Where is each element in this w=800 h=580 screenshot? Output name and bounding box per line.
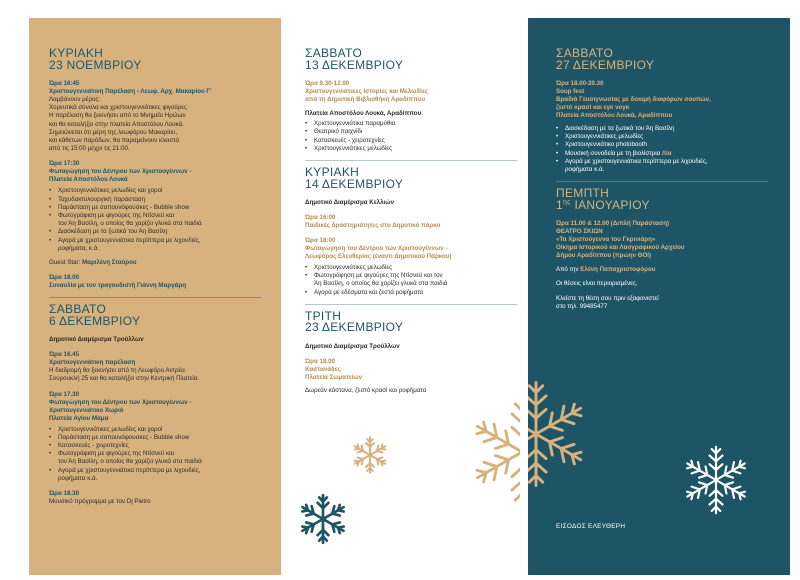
reservation-text: Κλείστε τη θέση σου πριν εξαφανιστεί	[556, 294, 659, 302]
list-item: • Αγορά με εδέσματα και ζεστά ροφήματα	[305, 289, 514, 297]
day-title: ΤΡΙΤΗ	[305, 308, 342, 323]
event-text: Δωρεάν κάστανα, ζεστό κρασί και ροφήματα	[305, 386, 427, 394]
header-jan-1	[556, 188, 782, 211]
event-title: Δήμου Αραδίππου (πρώην ΘΟΙ)	[556, 252, 652, 260]
activity-list	[305, 120, 514, 153]
panel-right	[528, 18, 790, 575]
event-title: Πλατεία Σωματείων	[305, 373, 363, 381]
violinist-name: Λία	[661, 149, 672, 157]
event-text: Η διαδρομή θα ξεκινήσει από τη Λεωφόρο Αντρέα	[49, 367, 185, 375]
day-title: ΣΑΒΒΑΤΟ	[49, 302, 107, 317]
date-month: ΙΑΝΟΥΑΡΙΟΥ	[570, 197, 650, 212]
event-title: Χριστουγεννιάτικη Παρέλαση - Λεωφ. Αρχ. Μακαρίου Γ'	[49, 88, 212, 95]
date-title: 14 ΔΕΚΕΜΒΡΙΟΥ	[305, 176, 404, 191]
activity-list	[556, 125, 782, 174]
list-item: • Διασκέδαση με τα ξωτικά του Άη Βασίλη	[556, 125, 782, 133]
list-item: • Παράσταση με σαπουνόφουσκες - Bubble show	[49, 434, 273, 442]
snowflake-icon	[350, 435, 390, 475]
header-dec-23	[305, 308, 514, 335]
venue-name: Δημοτικό Διαμέρισμα Τρούλλων	[49, 336, 144, 344]
event-title: Βραδιά Γευσιγνωσίας με δοκιμή διαφόρων σουπών,	[556, 96, 711, 103]
date-title: 23 ΝΟΕΜΒΡΙΟΥ	[49, 57, 142, 72]
limited-seats: Οι θέσεις είναι περιορισμένες.	[556, 280, 638, 288]
list-item: • Διασκέδαση με τα ξωτικά του Άη Βασίλη	[49, 228, 273, 236]
event-title: Χριστουγεννιάτικη παρέλαση	[49, 359, 136, 367]
day-title: ΚΥΡΙΑΚΗ	[49, 46, 104, 60]
performer-name: Ελένη Παπαχριστοφόρου	[580, 266, 656, 274]
event-text: και θα καταλήξει στην πλατεία Αποστόλου Λουκά.	[49, 120, 184, 128]
event-chestnuts	[305, 358, 514, 395]
event-title: Πλατεία Αποστόλου Λουκά	[49, 176, 128, 184]
list-item: • Κατασκευές - χειροτεχνίες	[305, 137, 514, 145]
list-item: • Κατασκευές - χειροτεχνίες	[49, 442, 273, 450]
day-title: ΚΥΡΙΑΚΗ	[305, 165, 360, 180]
event-title: από τη Δημοτική Βιβλιοθήκη Αραδίππου	[305, 96, 426, 103]
event-time: Ώρα 16:00	[305, 214, 336, 222]
list-item: • Θεατρικό παιχνίδι	[305, 128, 514, 136]
event-title: «Τα Χριστούγεννα του Γκρινιάρη»	[556, 236, 656, 244]
event-title: ζεστό κρασί και εγκ νογκ	[556, 104, 630, 111]
event-time: Ώρα 17:30	[49, 160, 80, 168]
activity-list	[49, 426, 273, 483]
event-text: από τις 15:00 μέχρι τις 21:00.	[49, 145, 130, 153]
event-time: Ώρα 18.00-20.30	[556, 80, 604, 87]
event-time: Ώρα 18:00	[305, 237, 336, 245]
event-title: Λεωφόρος Ελευθερίας (έναντι Δημοτικού Πάρκου)	[305, 253, 452, 261]
date-title: 13 ΔΕΚΕΜΒΡΙΟΥ	[305, 57, 404, 72]
list-item: • Φωτογράφηση με φιγούρες της Ντίσνεϋ και τον	[305, 272, 514, 280]
day-title: ΣΑΒΒΑΤΟ	[556, 46, 614, 60]
reservation-phone: στο τηλ. 99485477	[556, 302, 608, 310]
event-title: Παιδικές δραστηριότητες στο Δημοτικό πάρκο	[305, 222, 441, 230]
event-title: Πλατεία Αγίου Μάμα	[49, 414, 109, 422]
event-title: Soup fest	[556, 88, 585, 95]
list-item-continuation	[556, 166, 782, 174]
list-item: • Χριστουγεννιάτικα παραμύθια	[305, 120, 514, 128]
header-dec-14	[305, 167, 514, 190]
event-text: Η παρέλαση θα ξεκινήσει από το Μνημείο Ηρώων	[49, 112, 186, 120]
date-suffix: ης	[562, 198, 571, 206]
list-item: • Χριστουγεννιάτικες μελωδίες	[556, 133, 782, 141]
divider	[305, 160, 517, 161]
list-item-continuation	[49, 245, 273, 253]
panel-left	[29, 18, 281, 575]
list-item: • Χριστουγεννιάτικες μελωδίες	[305, 145, 514, 153]
venue-name: Δημοτικό Διαμέρισμα Τρούλλων	[305, 342, 400, 350]
list-item-text: ροφήματα, κ.ά.	[58, 244, 100, 252]
list-item-text: τον Άη Βασίλη, ο οποίος θα χαρίζει γλυκά στα παιδιά	[58, 458, 202, 466]
divider	[49, 297, 261, 298]
event-time: Ώρα 17.30	[49, 390, 80, 398]
list-item-continuation	[305, 280, 514, 288]
event-parade	[49, 80, 273, 153]
event-title: Οίκημα Ιστορικού και Λαογραφικού Αρχείου	[556, 244, 685, 252]
list-item-continuation	[49, 220, 273, 228]
list-item: • Ταχυδακτυλουργική παράσταση	[49, 196, 273, 204]
event-text: Χορευτικά σύνολα και χριστουγεννιάτικες φιγούρες	[49, 104, 188, 112]
list-item: • Παράσταση με σαπουνόφουσκες - Bubble show	[49, 204, 273, 212]
venue	[49, 336, 273, 344]
header-dec-13	[305, 48, 514, 71]
venue-name: Δημοτικό Διαμέρισμα Κελλιών	[305, 199, 394, 207]
list-item-continuation	[49, 475, 273, 483]
event-time: Ώρα 18.30	[49, 490, 80, 498]
event-time: Ώρα 9.30-12.00	[305, 80, 350, 87]
list-item: • Φωτογράφιση με φιγούρες της Ντίσνεϋ και	[49, 212, 273, 220]
list-item: • Αγορά με χριστουγεννιάτικα περίπτερα με λιχουδιές,	[49, 467, 273, 475]
event-concert	[49, 274, 273, 290]
event-title: ΘΕΑΤΡΟ ΣΚΙΩΝ	[556, 228, 603, 236]
performer	[556, 266, 782, 274]
event-tree-lighting-kellia	[305, 237, 514, 297]
panel-middle	[286, 18, 520, 575]
divider	[556, 181, 768, 182]
event-kids	[305, 214, 514, 230]
event-time: Ώρα 16.45	[49, 351, 80, 359]
date-number: 1	[556, 197, 563, 212]
event-text: Μουσικό πρόγραμμα με τον Dj Pietro	[49, 498, 151, 506]
event-dj	[49, 490, 273, 506]
venue-name: Πλατεία Αποστόλου Λουκά, Αραδίππου	[305, 110, 422, 117]
event-tree-lighting	[49, 160, 273, 267]
day-title: ΠΕΜΠΤΗ	[556, 186, 610, 201]
day-title: ΣΑΒΒΑΤΟ	[305, 46, 363, 60]
divider	[305, 304, 517, 305]
event-title: Φωταγώγηση του Δέντρου των Χριστουγέννων -	[305, 245, 448, 253]
event-title: Φωταγώγηση του Δέντρου των Χριστουγέννων -	[49, 398, 192, 406]
snowflake-icon	[296, 492, 350, 546]
list-item-text: Άη Βασίλη, ο οποίος θα χαρίζει γλυκά στα παιδιά	[314, 280, 448, 288]
guest-name: Μαριλένη Σταύρου	[82, 259, 137, 267]
list-item: • Φωτογράφιση με φιγούρες της Ντίσνεϋ και	[49, 450, 273, 458]
list-item-text: ροφήματα κ.ά.	[58, 474, 98, 482]
list-item: • Χριστουγεννιάτικες μελωδίες και χοροί	[49, 426, 273, 434]
event-title: Χριστουγεννιάτικες Ιστορίες και Μελωδίες	[305, 88, 428, 95]
list-item-text: ροφήματα κ.ά.	[565, 166, 605, 174]
event-title: Συναυλία με τον τραγουδιστή Γιάννη Μαργάρη	[49, 282, 187, 290]
activity-list	[49, 187, 273, 253]
activity-list	[305, 264, 514, 297]
event-title: Πλατεία Αποστόλου Λουκά, Αραδίππου	[556, 112, 673, 119]
list-item: • Χριστουγεννιάτικες μελωδίες	[305, 264, 514, 272]
event-soup-fest	[556, 80, 782, 174]
guest-label: Guest Star:	[49, 259, 83, 267]
list-item: • Αγορά με χριστουγεννιάτικα περίπτερα με λιχουδιές,	[556, 158, 782, 166]
event-parade-troulloi	[49, 351, 273, 383]
event-text: και κάθετων παρόδων, θα παραμείνουν κλειστά	[49, 137, 180, 145]
venue	[305, 343, 514, 351]
event-time: Ώρα 18.00	[305, 357, 336, 365]
date-title: 6 ΔΕΚΕΜΒΡΙΟΥ	[49, 313, 141, 328]
list-item: • Αγορά με χριστουγεννιάτικα περίπτερα με λιχουδιές,	[49, 237, 273, 245]
event-title: Φωταγώγηση του Δέντρου των Χριστουγέννων -	[49, 168, 192, 176]
guest-star	[49, 259, 273, 267]
list-item	[556, 150, 782, 158]
list-item: • Χριστουγεννιάτικες μελωδίες και χοροί	[49, 187, 273, 195]
performer-label: Από την	[556, 266, 581, 274]
list-item: • Χριστουγεννιάτικο photobooth	[556, 141, 782, 149]
event-shadow-theatre	[556, 220, 782, 311]
header-nov-23	[49, 48, 273, 71]
venue	[305, 199, 514, 207]
date-title	[556, 197, 782, 212]
event-stories	[305, 80, 514, 153]
list-item-text: τον Άη Βασίλη, ο οποίος θα χαρίζει γλυκά στα παιδιά	[58, 220, 202, 228]
event-text: Σημειώνεται ότι μέρη της λεωφόρου Μακαρίου,	[49, 128, 178, 136]
snowflake-icon	[466, 396, 520, 508]
list-item-text: Μουσική συνοδεία με τη βιολίστρια	[565, 149, 662, 157]
snowflake-icon	[528, 378, 592, 490]
header-dec-6	[49, 304, 273, 327]
event-text: Σουρουκλή 25 και θα καταλήξει στην Κεντρική Πλατεία.	[49, 375, 200, 383]
event-time: Ώρα 18.00	[49, 274, 80, 282]
snowflake-icon	[680, 444, 752, 516]
event-title: Καστανάδες	[305, 365, 341, 373]
date-title: 27 ΔΕΚΕΜΒΡΙΟΥ	[556, 57, 655, 72]
header-dec-27	[556, 48, 782, 71]
list-item-continuation	[49, 458, 273, 466]
date-title: 23 ΔΕΚΕΜΒΡΙΟΥ	[305, 320, 404, 335]
event-time: Ώρα 16:45	[49, 80, 80, 87]
event-tree-lighting-troulloi	[49, 391, 273, 483]
free-entry: ΕΙΣΟΔΟΣ ΕΛΕΥΘΕΡΗ	[556, 523, 626, 530]
event-time: Ώρα 11.00 & 12.00 (Διπλή Παράσταση)	[556, 220, 670, 228]
event-title: Χριστουγεννιάτικο Χωριό	[49, 406, 124, 414]
event-text: Λαμβάνουν μέρος:	[49, 96, 101, 103]
